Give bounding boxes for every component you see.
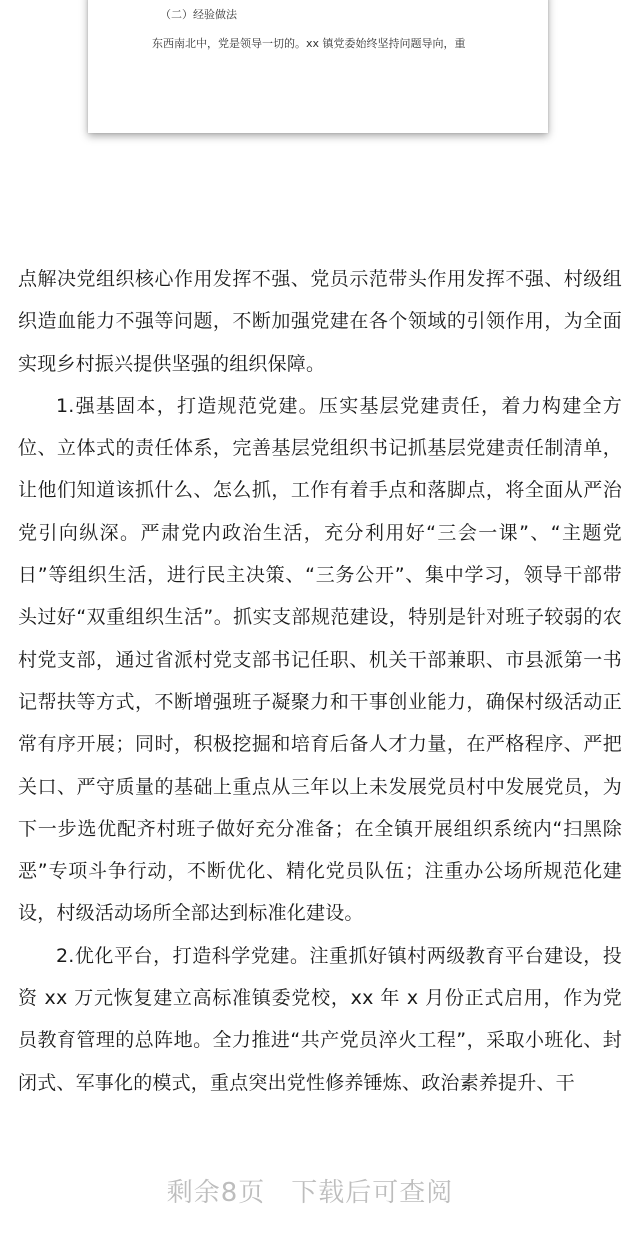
paragraph-continuation: 点解决党组织核心作用发挥不强、党员示范带头作用发挥不强、村级组织造血能力不强等问题，不断加强党建在各个领域的引领作用，为全面实现乡村振兴提供坚强的组织保障。 xyxy=(18,268,622,375)
document-preview-card xyxy=(88,0,548,133)
preview-section-heading: （二）经验做法 xyxy=(160,8,237,21)
article-body xyxy=(18,258,622,1104)
preview-text-line: 东西南北中，党是领导一切的。xx 镇党委始终坚持问题导向，重 xyxy=(152,37,466,50)
paragraph-scientific-party-building: 2.优化平台，打造科学党建。注重抓好镇村两级教育平台建设，投资 xx 万元恢复建立高标准镇委党校，xx 年 x 月份正式启用，作为党员教育管理的总阵地。全力推进“共产党员淬火工程”，采取小班化、封闭式、军事化的模式，重点突出党性修养锤炼、政治素养提升、干 xyxy=(18,944,622,1094)
paragraph-standardized-party-building: 1.强基固本，打造规范党建。压实基层党建责任，着力构建全方位、立体式的责任体系，完善基层党组织书记抓基层党建责任制清单，让他们知道该抓什么、怎么抓，工作有着手点和落脚点，将全面从严治党引向纵深。严肃党内政治生活，充分利用好“三会一课”、“主题党日”等组织生活，进行民主决策、“三务公开”、集中学习，领导干部带头过好“双重组织生活”。抓实支部规范建设，特别是针对班子较弱的农村党支部，通过省派村党支部书记任职、机关干部兼职、市县派第一书记帮扶等方式，不断增强班子凝聚力和干事创业能力，确保村级活动正常有序开展；同时，积极挖掘和培育后备人才力量，在严格程序、严把关口、严守质量的基础上重点从三年以上未发展党员村中发展党员，为下一步选优配齐村班子做好充分准备；在全镇开展组织系统内“扫黑除恶”专项斗争行动，不断优化、精化党员队伍；注重办公场所规范化建设，村级活动场所全部达到标准化建设。 xyxy=(18,394,622,925)
download-to-read-label: 下载后可查阅 xyxy=(291,1178,454,1208)
read-more-banner[interactable] xyxy=(0,1172,620,1209)
remaining-pages-label: 剩余8页 xyxy=(166,1178,266,1208)
